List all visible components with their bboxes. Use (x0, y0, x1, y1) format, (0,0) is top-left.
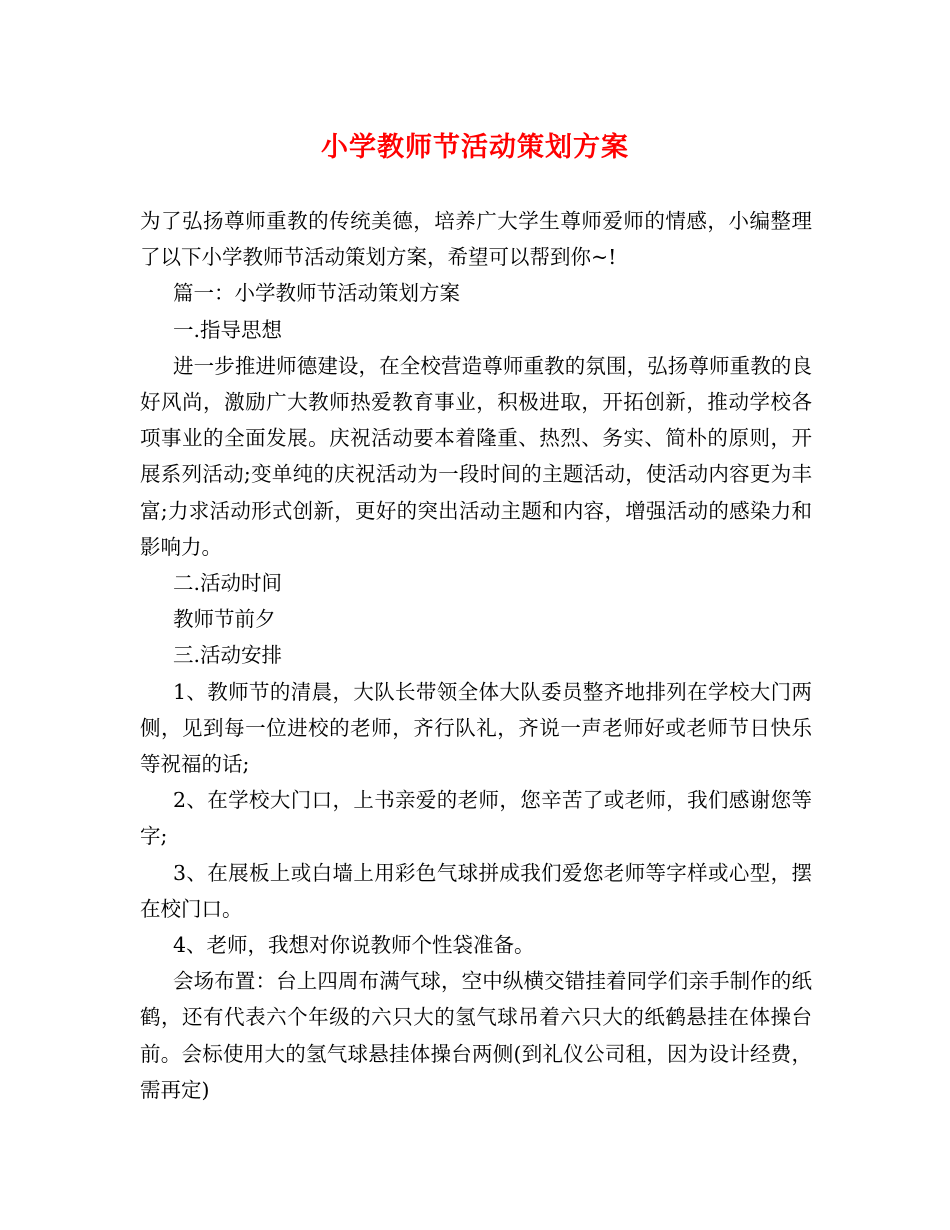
paragraph-activity-time: 教师节前夕 (173, 607, 276, 632)
paragraph-guiding-ideology: 进一步推进师德建设，在全校营造尊师重教的氛围，弘扬尊师重教的良好风尚，激励广大教师热爱教育事业，积极进取，开拓创新，推动学校各项事业的全面发展。庆祝活动要本着隆重、热烈、务实、简朴的原则，开展系列活动;变单纯的庆祝活动为一段时间的主题活动，使活动内容更为丰富;力求活动形式创新，更好的突出活动主题和内容，增强活动的感染力和影响力。 (140, 353, 812, 559)
heading-guiding-ideology: 一.指导思想 (173, 317, 283, 342)
intro-paragraph: 为了弘扬尊师重教的传统美德，培养广大学生尊师爱师的情感，小编整理了以下小学教师节活动策划方案，希望可以帮到你~! (140, 209, 812, 270)
list-item-2: 2、在学校大门口，上书亲爱的老师，您辛苦了或老师，我们感谢您等字; (140, 788, 812, 849)
list-item-1: 1、教师节的清晨，大队长带领全体大队委员整齐地排列在学校大门两侧，见到每一位进校的老师，齐行队礼，齐说一声老师好或老师节日快乐等祝福的话; (140, 679, 812, 777)
heading-activity-arrangement: 三.活动安排 (173, 643, 283, 668)
paragraph-venue-layout: 会场布置：台上四周布满气球，空中纵横交错挂着同学们亲手制作的纸鹤，还有代表六个年级的六只大的氢气球吊着六只大的纸鹤悬挂在体操台前。会标使用大的氢气球悬挂体操台两侧(到礼仪公司租，因为设计经费，需再定) (140, 969, 812, 1102)
heading-activity-time: 二.活动时间 (173, 571, 283, 596)
document-body (140, 203, 812, 1108)
document-title: 小学教师节活动策划方案 (321, 132, 629, 163)
list-item-4: 4、老师，我想对你说教师个性袋准备。 (173, 933, 535, 958)
list-item-3: 3、在展板上或白墙上用彩色气球拼成我们爱您老师等字样或心型，摆在校门口。 (140, 860, 812, 921)
section-heading-part-one: 篇一：小学教师节活动策划方案 (173, 281, 460, 306)
